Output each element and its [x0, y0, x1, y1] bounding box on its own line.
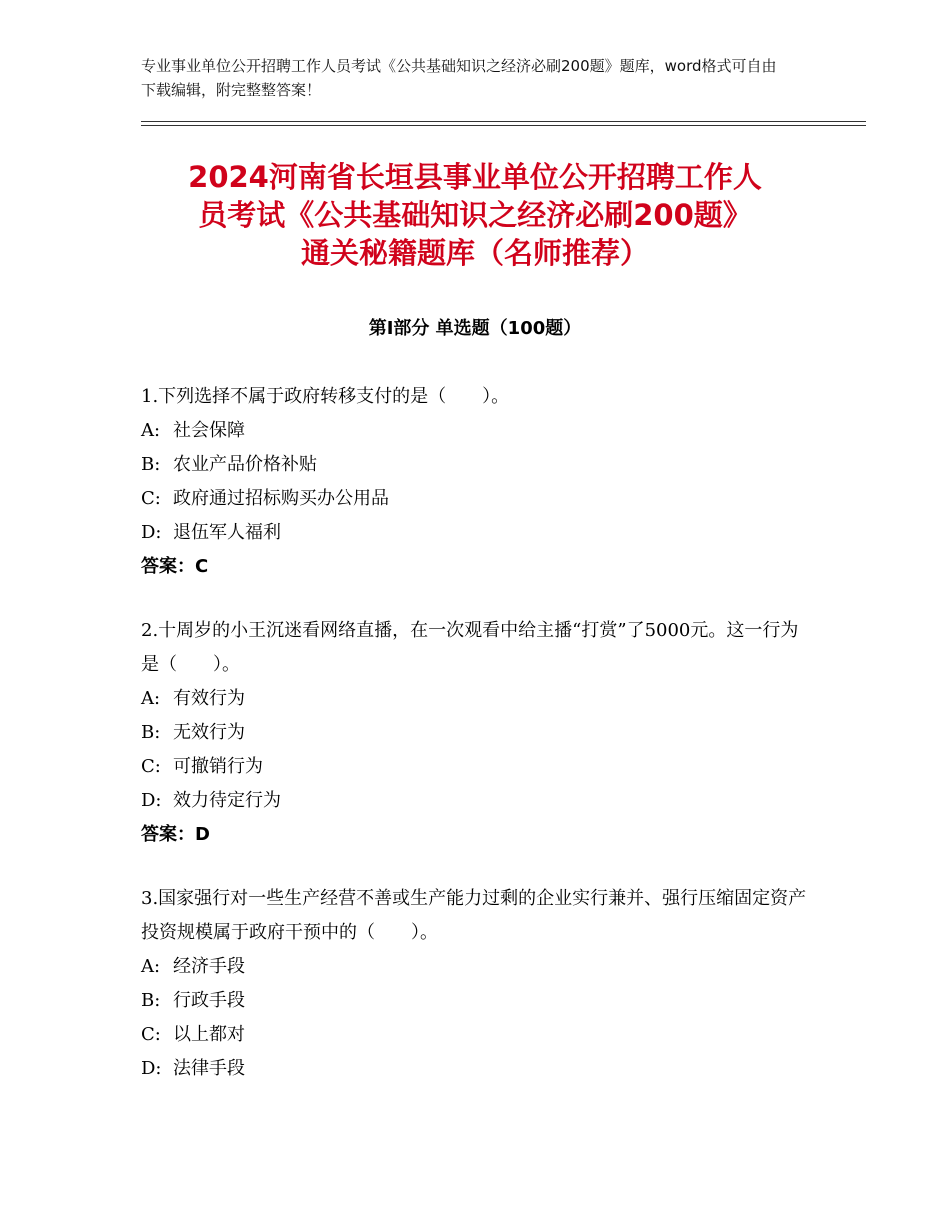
option-key: B:	[141, 722, 161, 743]
option-text: 社会保障	[173, 420, 245, 441]
option-text: 经济手段	[173, 956, 245, 977]
option-b	[141, 716, 811, 750]
option-key: D:	[141, 790, 162, 811]
question-3	[141, 882, 811, 1086]
answer-label: 答案：D	[141, 824, 210, 845]
option-text: 法律手段	[173, 1058, 245, 1079]
question-list	[141, 380, 811, 1116]
option-key: A:	[141, 420, 161, 441]
option-key: C:	[141, 756, 161, 777]
option-d	[141, 784, 811, 818]
option-key: D:	[141, 522, 162, 543]
option-key: D:	[141, 1058, 162, 1079]
option-c	[141, 750, 811, 784]
option-c	[141, 1018, 811, 1052]
option-text: 效力待定行为	[173, 790, 281, 811]
option-a	[141, 950, 811, 984]
title-line-3: 通关秘籍题库（名师推荐）	[300, 236, 649, 270]
answer-label: 答案：C	[141, 556, 209, 577]
option-a	[141, 682, 811, 716]
option-c	[141, 482, 811, 516]
option-text: 政府通过招标购买办公用品	[173, 488, 389, 509]
option-text: 行政手段	[173, 990, 245, 1011]
option-key: A:	[141, 688, 161, 709]
option-d	[141, 1052, 811, 1086]
option-key: C:	[141, 1024, 161, 1045]
option-key: C:	[141, 488, 161, 509]
question-stem: 1.下列选择不属于政府转移支付的是（ ）。	[141, 386, 510, 407]
option-text: 农业产品价格补贴	[173, 454, 317, 475]
option-d	[141, 516, 811, 550]
option-text: 可撤销行为	[173, 756, 263, 777]
question-2	[141, 614, 811, 852]
question-stem: 2.十周岁的小王沉迷看网络直播，在一次观看中给主播“打赏”了5000元。这一行为是（ ）。	[141, 620, 799, 675]
option-text: 有效行为	[173, 688, 245, 709]
option-text: 以上都对	[173, 1024, 245, 1045]
option-b	[141, 984, 811, 1018]
header-divider-bottom	[141, 125, 866, 126]
section-heading: 第Ⅰ部分 单选题（100题）	[368, 318, 582, 339]
option-text: 退伍军人福利	[173, 522, 281, 543]
document-title	[110, 158, 840, 272]
option-key: B:	[141, 990, 161, 1011]
option-b	[141, 448, 811, 482]
option-text: 无效行为	[173, 722, 245, 743]
question-1	[141, 380, 811, 584]
question-stem: 3.国家强行对一些生产经营不善或生产能力过剩的企业实行兼并、强行压缩固定资产投资规模属于政府干预中的（ ）。	[141, 888, 807, 943]
option-key: A:	[141, 956, 161, 977]
header-divider-top	[141, 121, 866, 122]
option-a	[141, 414, 811, 448]
title-line-2: 员考试《公共基础知识之经济必刷200题》	[198, 198, 752, 232]
header-note: 专业事业单位公开招聘工作人员考试《公共基础知识之经济必刷200题》题库，word格式可自由下载编辑，附完整整答案！	[141, 57, 777, 99]
option-key: B:	[141, 454, 161, 475]
title-line-1: 2024河南省长垣县事业单位公开招聘工作人	[188, 160, 762, 194]
